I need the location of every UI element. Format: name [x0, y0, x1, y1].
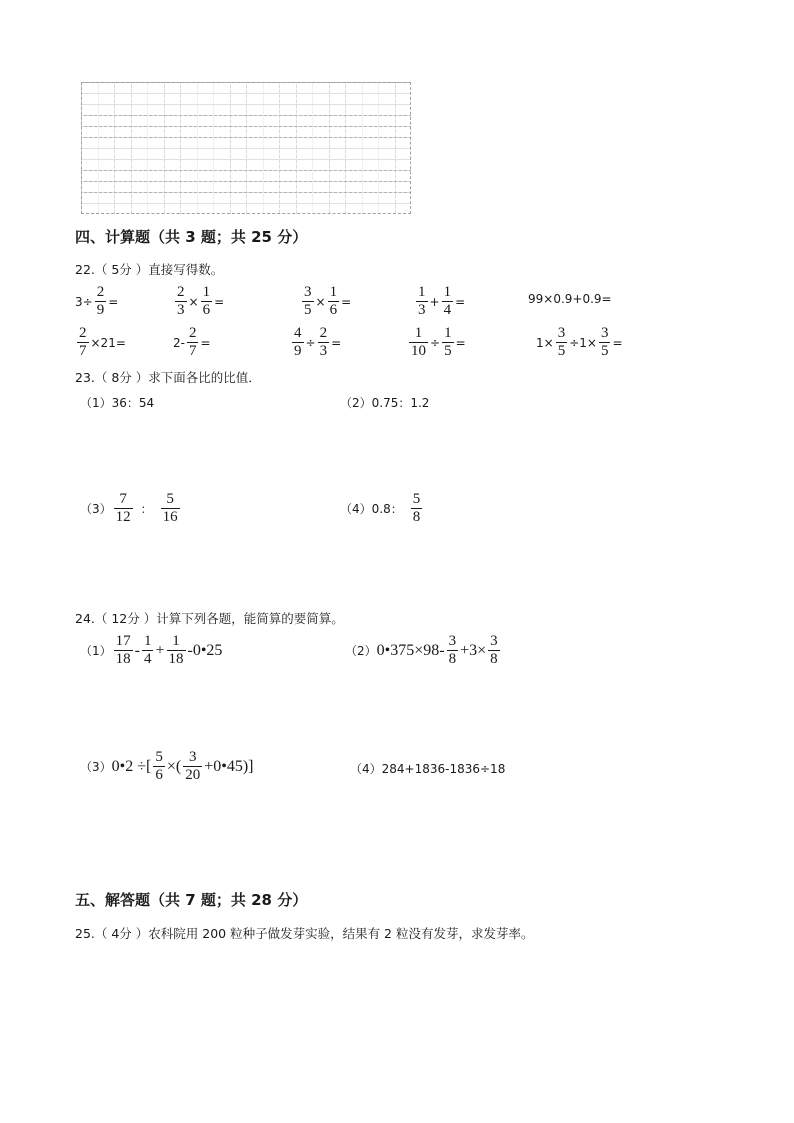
denominator: 18 — [115, 651, 131, 667]
operator: ×( — [166, 757, 182, 775]
numerator: 1 — [418, 284, 426, 300]
fraction — [153, 750, 165, 783]
denominator: 10 — [411, 343, 426, 359]
equals: = — [612, 335, 623, 350]
numerator: 3 — [600, 325, 609, 341]
q22-item-6 — [75, 326, 126, 359]
numerator: 2 — [96, 284, 105, 300]
denominator: 7 — [188, 343, 197, 359]
numerator: 1 — [202, 284, 211, 300]
numerator: 3 — [448, 633, 457, 649]
q22-item-8 — [290, 326, 341, 359]
q23-header: 23.（ 8分 ）求下面各比的比值． — [75, 370, 261, 385]
numerator: 2 — [79, 325, 87, 341]
q22-item-7 — [173, 326, 211, 359]
q23-part-4 — [340, 492, 424, 525]
numerator: 3 — [557, 325, 566, 341]
denominator: 4 — [143, 651, 152, 667]
denominator: 9 — [294, 343, 302, 359]
fraction — [328, 285, 340, 318]
denominator: 5 — [600, 343, 609, 359]
fraction — [447, 634, 459, 667]
denominator: 16 — [162, 509, 178, 525]
q22-item-2 — [173, 285, 224, 318]
section-4-title: 四、计算题（共 3 题；共 25 分） — [75, 228, 308, 246]
q24-part-3 — [80, 750, 254, 783]
numerator: 2 — [319, 325, 328, 341]
fraction — [161, 492, 180, 525]
denominator: 6 — [202, 302, 211, 318]
numerator: 1 — [329, 284, 338, 300]
part-label: （3） — [80, 760, 112, 774]
operator: ÷1× — [569, 335, 597, 350]
numerator: 5 — [412, 491, 421, 507]
denominator: 8 — [448, 651, 457, 667]
denominator: 7 — [79, 343, 87, 359]
equals: = — [341, 294, 352, 309]
equals: = — [214, 294, 225, 309]
q24-part-4: （4）284+1836-1836÷18 — [350, 762, 506, 776]
q22-item-5: 99×0.9+0.9= — [528, 292, 612, 306]
q24-part-1 — [80, 634, 222, 667]
writing-grid — [81, 82, 411, 214]
denominator: 8 — [490, 651, 498, 667]
fraction — [556, 326, 568, 359]
fraction — [318, 326, 330, 359]
numerator: 5 — [166, 491, 174, 507]
fraction — [442, 326, 454, 359]
q22-item-6-suffix: ×21= — [90, 335, 126, 350]
fraction — [187, 326, 199, 359]
fraction — [488, 634, 500, 667]
expression-tail: -0•25 — [187, 641, 223, 659]
fraction — [411, 492, 423, 525]
expression-tail: +0•45)] — [204, 757, 254, 775]
q24-header: 24.（ 12分 ）计算下列各题，能简算的要简算。 — [75, 611, 344, 626]
q23-part-3 — [80, 492, 182, 525]
numerator: 3 — [188, 749, 197, 765]
q22-item-1 — [75, 285, 118, 318]
fraction — [409, 326, 428, 359]
part-label: （4）0.8： — [340, 502, 403, 516]
equals: = — [455, 335, 466, 350]
denominator: 5 — [557, 343, 566, 359]
fraction — [95, 285, 107, 318]
operator: +3× — [460, 641, 487, 659]
expression-head: 0•2 ÷[ — [111, 757, 152, 775]
denominator: 5 — [444, 343, 452, 359]
numerator: 17 — [115, 633, 131, 649]
fraction — [77, 326, 89, 359]
operator: - — [134, 641, 140, 659]
fraction — [599, 326, 611, 359]
equals: = — [108, 294, 119, 309]
numerator: 1 — [414, 325, 423, 341]
operator: × — [315, 294, 326, 309]
q23-part-2: （2）0.75：1.2 — [340, 396, 430, 410]
fraction — [114, 634, 133, 667]
q25-header: 25.（ 4分 ）农科院用 200 粒种子做发芽实验，结果有 2 粒没有发芽，求发芽率。 — [75, 926, 534, 941]
q22-item-10 — [536, 326, 623, 359]
part-label: （2） — [345, 644, 377, 658]
section-5-title: 五、解答题（共 7 题；共 28 分） — [75, 891, 308, 909]
denominator: 3 — [319, 343, 328, 359]
q23-part-1: （1）36：54 — [80, 396, 155, 410]
q22-item-7-prefix: 2- — [173, 335, 185, 350]
denominator: 4 — [443, 302, 452, 318]
fraction — [175, 285, 187, 318]
fraction — [183, 750, 202, 783]
fraction — [442, 285, 454, 318]
equals: = — [455, 294, 466, 309]
numerator: 2 — [188, 325, 197, 341]
denominator: 20 — [185, 767, 201, 783]
fraction — [416, 285, 428, 318]
equals: = — [200, 335, 211, 350]
denominator: 3 — [177, 302, 185, 318]
numerator: 2 — [177, 284, 185, 300]
numerator: 3 — [490, 633, 498, 649]
q22-item-3 — [300, 285, 351, 318]
numerator: 1 — [444, 325, 452, 341]
fraction — [302, 285, 314, 318]
numerator: 1 — [443, 284, 452, 300]
q22-header: 22.（ 5分 ）直接写得数。 — [75, 262, 224, 277]
fraction — [114, 492, 133, 525]
equals: = — [331, 335, 342, 350]
operator: × — [188, 294, 199, 309]
numerator: 4 — [294, 325, 302, 341]
ratio-sign: ： — [140, 502, 153, 516]
q22-item-9 — [407, 326, 466, 359]
q22-item-10-prefix: 1× — [536, 335, 554, 350]
denominator: 3 — [418, 302, 426, 318]
numerator: 3 — [304, 284, 312, 300]
numerator: 5 — [155, 749, 163, 765]
denominator: 9 — [96, 302, 105, 318]
operator: ÷ — [305, 335, 316, 350]
fraction — [201, 285, 213, 318]
denominator: 6 — [155, 767, 163, 783]
q24-part-2 — [345, 634, 502, 667]
numerator: 7 — [119, 491, 127, 507]
fraction — [142, 634, 154, 667]
fraction — [292, 326, 304, 359]
numerator: 1 — [143, 633, 152, 649]
part-label: （1） — [80, 644, 112, 658]
part-label: （3） — [80, 502, 112, 516]
q22-item-1-prefix: 3÷ — [75, 294, 93, 309]
operator: + — [155, 641, 165, 659]
expression-head: 0•375×98- — [376, 641, 445, 659]
q22-item-4 — [414, 285, 465, 318]
denominator: 12 — [115, 509, 131, 525]
operator: + — [429, 294, 440, 309]
denominator: 6 — [329, 302, 338, 318]
numerator: 1 — [172, 633, 180, 649]
operator: ÷ — [430, 335, 441, 350]
fraction — [167, 634, 186, 667]
denominator: 5 — [304, 302, 312, 318]
denominator: 18 — [168, 651, 184, 667]
denominator: 8 — [412, 509, 421, 525]
